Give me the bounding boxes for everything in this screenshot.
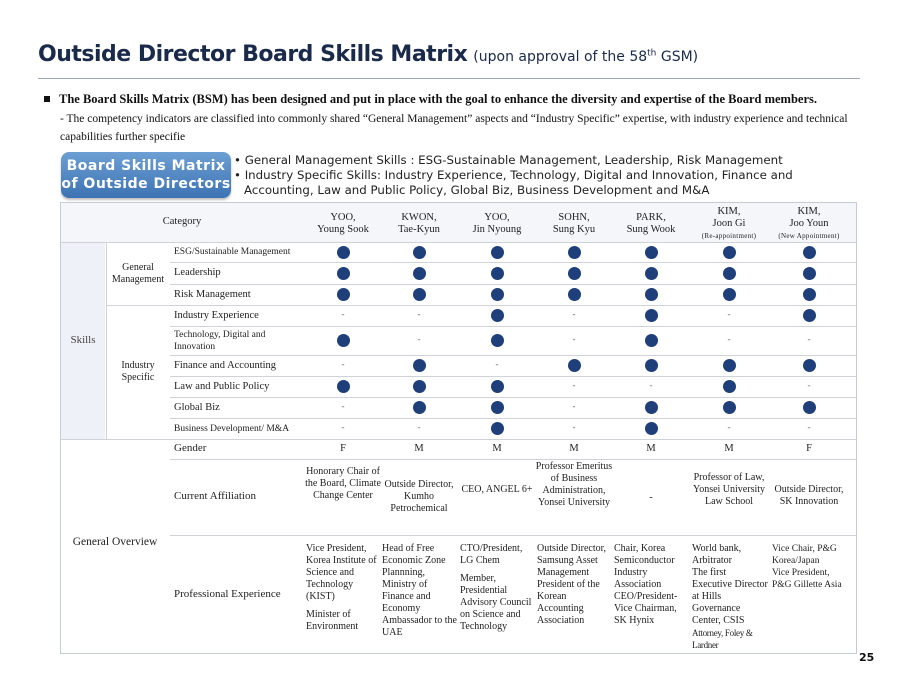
overview-divider: [60, 439, 857, 440]
skill-label: Industry Experience: [174, 309, 259, 321]
skill-dot: [723, 267, 736, 280]
experience-item: Vice President, P&G Gillette Asia: [772, 568, 842, 590]
director-surname: KWON,: [401, 212, 437, 223]
skill-dot: [645, 334, 658, 347]
note-industry: • Industry Specific Skills: Industry Experience, Technology, Digital and Innovation, Finance and Accounting, Law and Public Policy, Global Biz, Business Development and M&A: [234, 168, 793, 197]
experience-value: [772, 543, 848, 591]
experience-item: Outside Director, Samsung Asset Management: [537, 543, 607, 578]
skill-label: Leadership: [174, 267, 221, 278]
skill-dot: [491, 309, 504, 322]
intro-bullet: The Board Skills Matrix (BSM) has been designed and put in place with the goal to enhance the diversity and expertise of the Board members.: [44, 92, 817, 107]
skill-dot: [723, 380, 736, 393]
skill-dash: -: [727, 308, 731, 319]
skill-dash: -: [572, 421, 576, 432]
experience-item: Minister of Environment: [306, 609, 359, 632]
experience-value: [537, 543, 613, 627]
director-header: [535, 212, 613, 236]
director-surname: KIM,: [797, 206, 821, 217]
skill-dot: [803, 309, 816, 322]
director-surname: SOHN,: [558, 212, 590, 223]
skill-dot: [568, 246, 581, 259]
affiliation-value: Honorary Chair of the Board, Climate Change Center: [305, 466, 381, 501]
skill-label: Finance and Accounting: [174, 359, 277, 371]
skill-dot: [491, 246, 504, 259]
skill-dot: [337, 267, 350, 280]
affiliation-value: -: [649, 492, 653, 503]
general-overview-label: General Overview: [72, 536, 158, 548]
skill-dot: [413, 380, 426, 393]
skill-row-divider: [170, 326, 857, 327]
experience-item: Ambassador to the UAE: [382, 615, 457, 638]
director-given-name: Young Sook: [317, 224, 369, 235]
experience-item: Attorney, Foley & Lardner: [692, 628, 753, 650]
skill-dot: [645, 288, 658, 301]
director-given-name: Sung Kyu: [552, 224, 596, 235]
appointment-note: (Re-appointment): [701, 232, 757, 240]
skill-dash: -: [572, 308, 576, 319]
intro-subtext: - The competency indicators are classified into commonly shared “General Management” aspects and “Industry Specific” expertise, with industry experience and technical capabilities further specifie: [60, 113, 848, 143]
title-divider: [38, 78, 860, 79]
gender-value: M: [646, 443, 656, 454]
appointment-note: (New Appointment): [778, 232, 840, 240]
experience-item: The first Executive Director at Hills Governance Center, CSIS: [692, 567, 768, 626]
experience-item: Vice President, Korea Institute of Science and Technology (KIST): [306, 543, 377, 602]
skill-dot: [645, 422, 658, 435]
general-industry-divider: [106, 305, 857, 306]
skill-dot: [337, 288, 350, 301]
skill-dot: [568, 267, 581, 280]
experience-value: [692, 543, 768, 651]
overview-row-divider: [170, 459, 857, 460]
experience-item: Vice Chair, P&G Korea/Japan: [772, 544, 837, 566]
skill-dot: [413, 267, 426, 280]
skill-dash: -: [727, 421, 731, 432]
experience-value: [306, 543, 382, 633]
skill-dot: [413, 401, 426, 414]
skill-dot: [723, 359, 736, 372]
skill-row-divider: [170, 418, 857, 419]
skill-dot: [723, 246, 736, 259]
skill-label: Law and Public Policy: [174, 380, 270, 392]
gender-value: F: [340, 443, 346, 454]
skill-dash: -: [807, 333, 811, 344]
skill-dot: [645, 267, 658, 280]
director-surname: YOO,: [484, 212, 510, 223]
affiliation-value: Outside Director, Kumho Petrochemical: [384, 479, 454, 514]
affiliation-value: Outside Director, SK Innovation: [774, 484, 844, 507]
experience-item: President of the Korean Accounting Association: [537, 579, 600, 626]
director-header: [380, 212, 458, 236]
gender-label: Gender: [174, 442, 207, 454]
note-general: • General Management Skills : ESG-Sustainable Management, Leadership, Risk Management: [234, 153, 783, 167]
skill-dash: -: [727, 333, 731, 344]
director-given-name: Jin Nyoung: [472, 224, 522, 235]
skill-dash: -: [417, 308, 421, 319]
header-divider: [60, 242, 857, 243]
skill-dot: [645, 309, 658, 322]
experience-value: [614, 543, 690, 627]
skill-dash: -: [572, 333, 576, 344]
skill-dot: [491, 422, 504, 435]
skill-row-divider: [170, 376, 857, 377]
skill-row-divider: [170, 355, 857, 356]
skill-label: Global Biz: [174, 401, 220, 413]
skills-label: Skills: [70, 334, 96, 346]
director-given-name: Joon Gi: [712, 218, 746, 229]
skill-dot: [568, 359, 581, 372]
skill-dot: [803, 401, 816, 414]
skill-category-notes: [234, 153, 854, 198]
gender-value: F: [806, 443, 812, 454]
skill-dot: [491, 380, 504, 393]
affiliation-value: Professor Emeritus of Business Administration, Yonsei University: [535, 461, 613, 508]
skill-dash: -: [572, 379, 576, 390]
director-header: [458, 212, 536, 236]
skill-dot: [413, 288, 426, 301]
director-header: [770, 206, 848, 242]
skill-dot: [645, 246, 658, 259]
skill-row-divider: [170, 284, 857, 285]
skill-dash: -: [341, 358, 345, 369]
bsm-badge: Board Skills Matrix of Outside Directors: [61, 152, 231, 198]
skill-dot: [803, 246, 816, 259]
skill-dot: [645, 359, 658, 372]
experience-value: [382, 543, 458, 639]
skill-row-divider: [170, 262, 857, 263]
skill-dot: [803, 288, 816, 301]
skill-dot: [803, 267, 816, 280]
director-given-name: Tae-Kyun: [398, 224, 440, 235]
skill-dot: [413, 359, 426, 372]
director-given-name: Joo Youn: [789, 218, 829, 229]
skill-label: Risk Management: [174, 288, 251, 300]
general-management-label: General Management: [111, 262, 165, 285]
skill-dash: -: [807, 421, 811, 432]
skill-dot: [723, 288, 736, 301]
skill-dash: -: [341, 308, 345, 319]
director-surname: YOO,: [330, 212, 356, 223]
skill-label: ESG/Sustainable Management: [174, 247, 291, 257]
skill-dot: [337, 380, 350, 393]
skill-dash: -: [495, 358, 499, 369]
skill-dot: [645, 401, 658, 414]
bullet-square-icon: [44, 96, 50, 102]
skill-dot: [337, 334, 350, 347]
director-header: [690, 206, 768, 242]
skill-dash: -: [572, 400, 576, 411]
skill-dash: -: [341, 400, 345, 411]
affiliation-value: Professor of Law, Yonsei University Law School: [692, 472, 766, 507]
title-subtitle: (upon approval of the 58th GSM): [473, 48, 699, 65]
page-number: 25: [859, 651, 875, 664]
experience-item: World bank, Arbitrator: [692, 543, 742, 566]
experience-item: CTO/President, LG Chem: [460, 543, 523, 566]
skill-dash: -: [649, 379, 653, 390]
skill-dash: -: [417, 333, 421, 344]
affiliation-value: CEO, ANGEL 6+: [461, 484, 533, 495]
page-title: [38, 42, 698, 67]
skill-dot: [491, 401, 504, 414]
overview-row-divider: [170, 535, 857, 536]
affiliation-label: Current Affiliation: [174, 490, 256, 502]
director-given-name: Sung Wook: [626, 224, 676, 235]
skill-dot: [803, 359, 816, 372]
gender-value: M: [414, 443, 424, 454]
skill-dot: [568, 288, 581, 301]
gender-value: M: [724, 443, 734, 454]
skill-dot: [491, 288, 504, 301]
experience-item: CEO/President-Vice Chairman, SK Hynix: [614, 591, 678, 626]
director-header: [304, 212, 382, 236]
skill-label: Business Development/ M&A: [174, 423, 290, 434]
skill-dot: [337, 246, 350, 259]
industry-specific-label: Industry Specific: [121, 360, 155, 383]
director-surname: KIM,: [717, 206, 741, 217]
skills-group-divider: [106, 242, 107, 439]
skill-dot: [413, 246, 426, 259]
experience-item: Member, Presidential Advisory Council on Science and Technology: [460, 573, 532, 632]
skill-label: Technology, Digital and Innovation: [174, 330, 266, 352]
experience-value: [460, 543, 536, 633]
director-header: [612, 212, 690, 236]
skill-dot: [491, 267, 504, 280]
director-surname: PARK,: [636, 212, 666, 223]
skill-dash: -: [807, 379, 811, 390]
category-header: Category: [162, 216, 202, 227]
experience-item: Chair, Korea Semiconductor Industry Association: [614, 543, 675, 590]
skill-dash: -: [417, 421, 421, 432]
gender-value: M: [492, 443, 502, 454]
title-main: Outside Director Board Skills Matrix: [38, 42, 468, 67]
experience-label: Professional Experience: [174, 588, 281, 600]
experience-item: Head of Free Economic Zone Plannning, Ministry of Finance and Economy: [382, 543, 446, 614]
gender-value: M: [569, 443, 579, 454]
skill-dot: [723, 401, 736, 414]
skill-dot: [491, 334, 504, 347]
skill-row-divider: [170, 397, 857, 398]
skill-dash: -: [341, 421, 345, 432]
